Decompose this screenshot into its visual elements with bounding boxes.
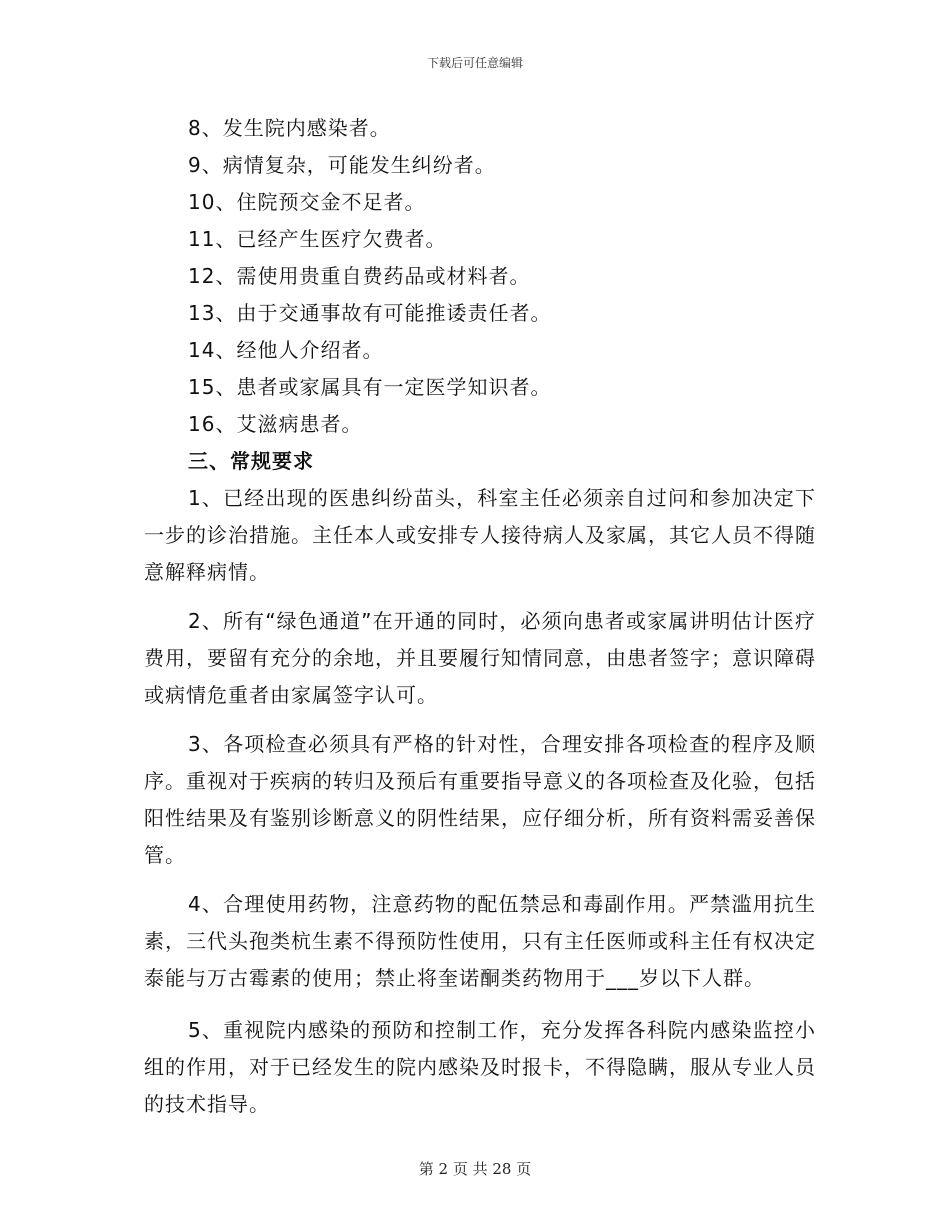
list-item: 8、发生院内感染者。 bbox=[188, 116, 391, 140]
document-body bbox=[144, 110, 816, 1123]
list-item: 12、需使用贵重自费药品或材料者。 bbox=[188, 264, 531, 288]
list-item: 15、患者或家属具有一定医学知识者。 bbox=[188, 375, 552, 399]
page-footer: 第 2 页 共 28 页 bbox=[418, 1160, 532, 1178]
list-item: 9、病情复杂，可能发生纠纷者。 bbox=[188, 153, 496, 177]
paragraph-4: 4、合理使用药物，注意药物的配伍禁忌和毒副作用。严禁滥用抗生素，三代头孢类杭生素不得预防性使用，只有主任医师或科主任有权决定泰能与万古霉素的使用；禁止将奎诺酮类药物用于___岁以下人群。 bbox=[144, 892, 816, 990]
paragraph-5: 5、重视院内感染的预防和控制工作，充分发挥各科院内感染监控小组的作用，对于已经发生的院内感染及时报卡，不得隐瞒，服从专业人员的技术指导。 bbox=[144, 1018, 816, 1116]
paragraph-2: 2、所有“绿色通道”在开通的同时，必须向患者或家属讲明估计医疗费用，要留有充分的余地，并且要履行知情同意，由患者签字；意识障碍或病情危重者由家属签字认可。 bbox=[144, 609, 816, 707]
paragraph-1: 1、已经出现的医患纠纷苗头，科室主任必须亲自过问和参加决定下一步的诊治措施。主任本人或安排专人接待病人及家属，其它人员不得随意解释病情。 bbox=[144, 486, 816, 584]
list-item: 13、由于交通事故有可能推诿责任者。 bbox=[188, 301, 552, 325]
paragraph-3: 3、各项检查必须具有严格的针对性，合理安排各项检查的程序及顺序。重视对于疾病的转归及预后有重要指导意义的各项检查及化验，包括阳性结果及有鉴别诊断意义的阴性结果，应仔细分析，所有资料需妥善保管。 bbox=[144, 732, 816, 867]
list-item: 14、经他人介绍者。 bbox=[188, 338, 384, 362]
section-heading: 三、常规要求 bbox=[188, 449, 314, 473]
list-item: 16、艾滋病患者。 bbox=[188, 412, 363, 436]
list-item: 11、已经产生医疗欠费者。 bbox=[188, 227, 447, 251]
page-header: 下载后可任意编辑 bbox=[426, 56, 523, 70]
list-item: 10、住院预交金不足者。 bbox=[188, 190, 426, 214]
